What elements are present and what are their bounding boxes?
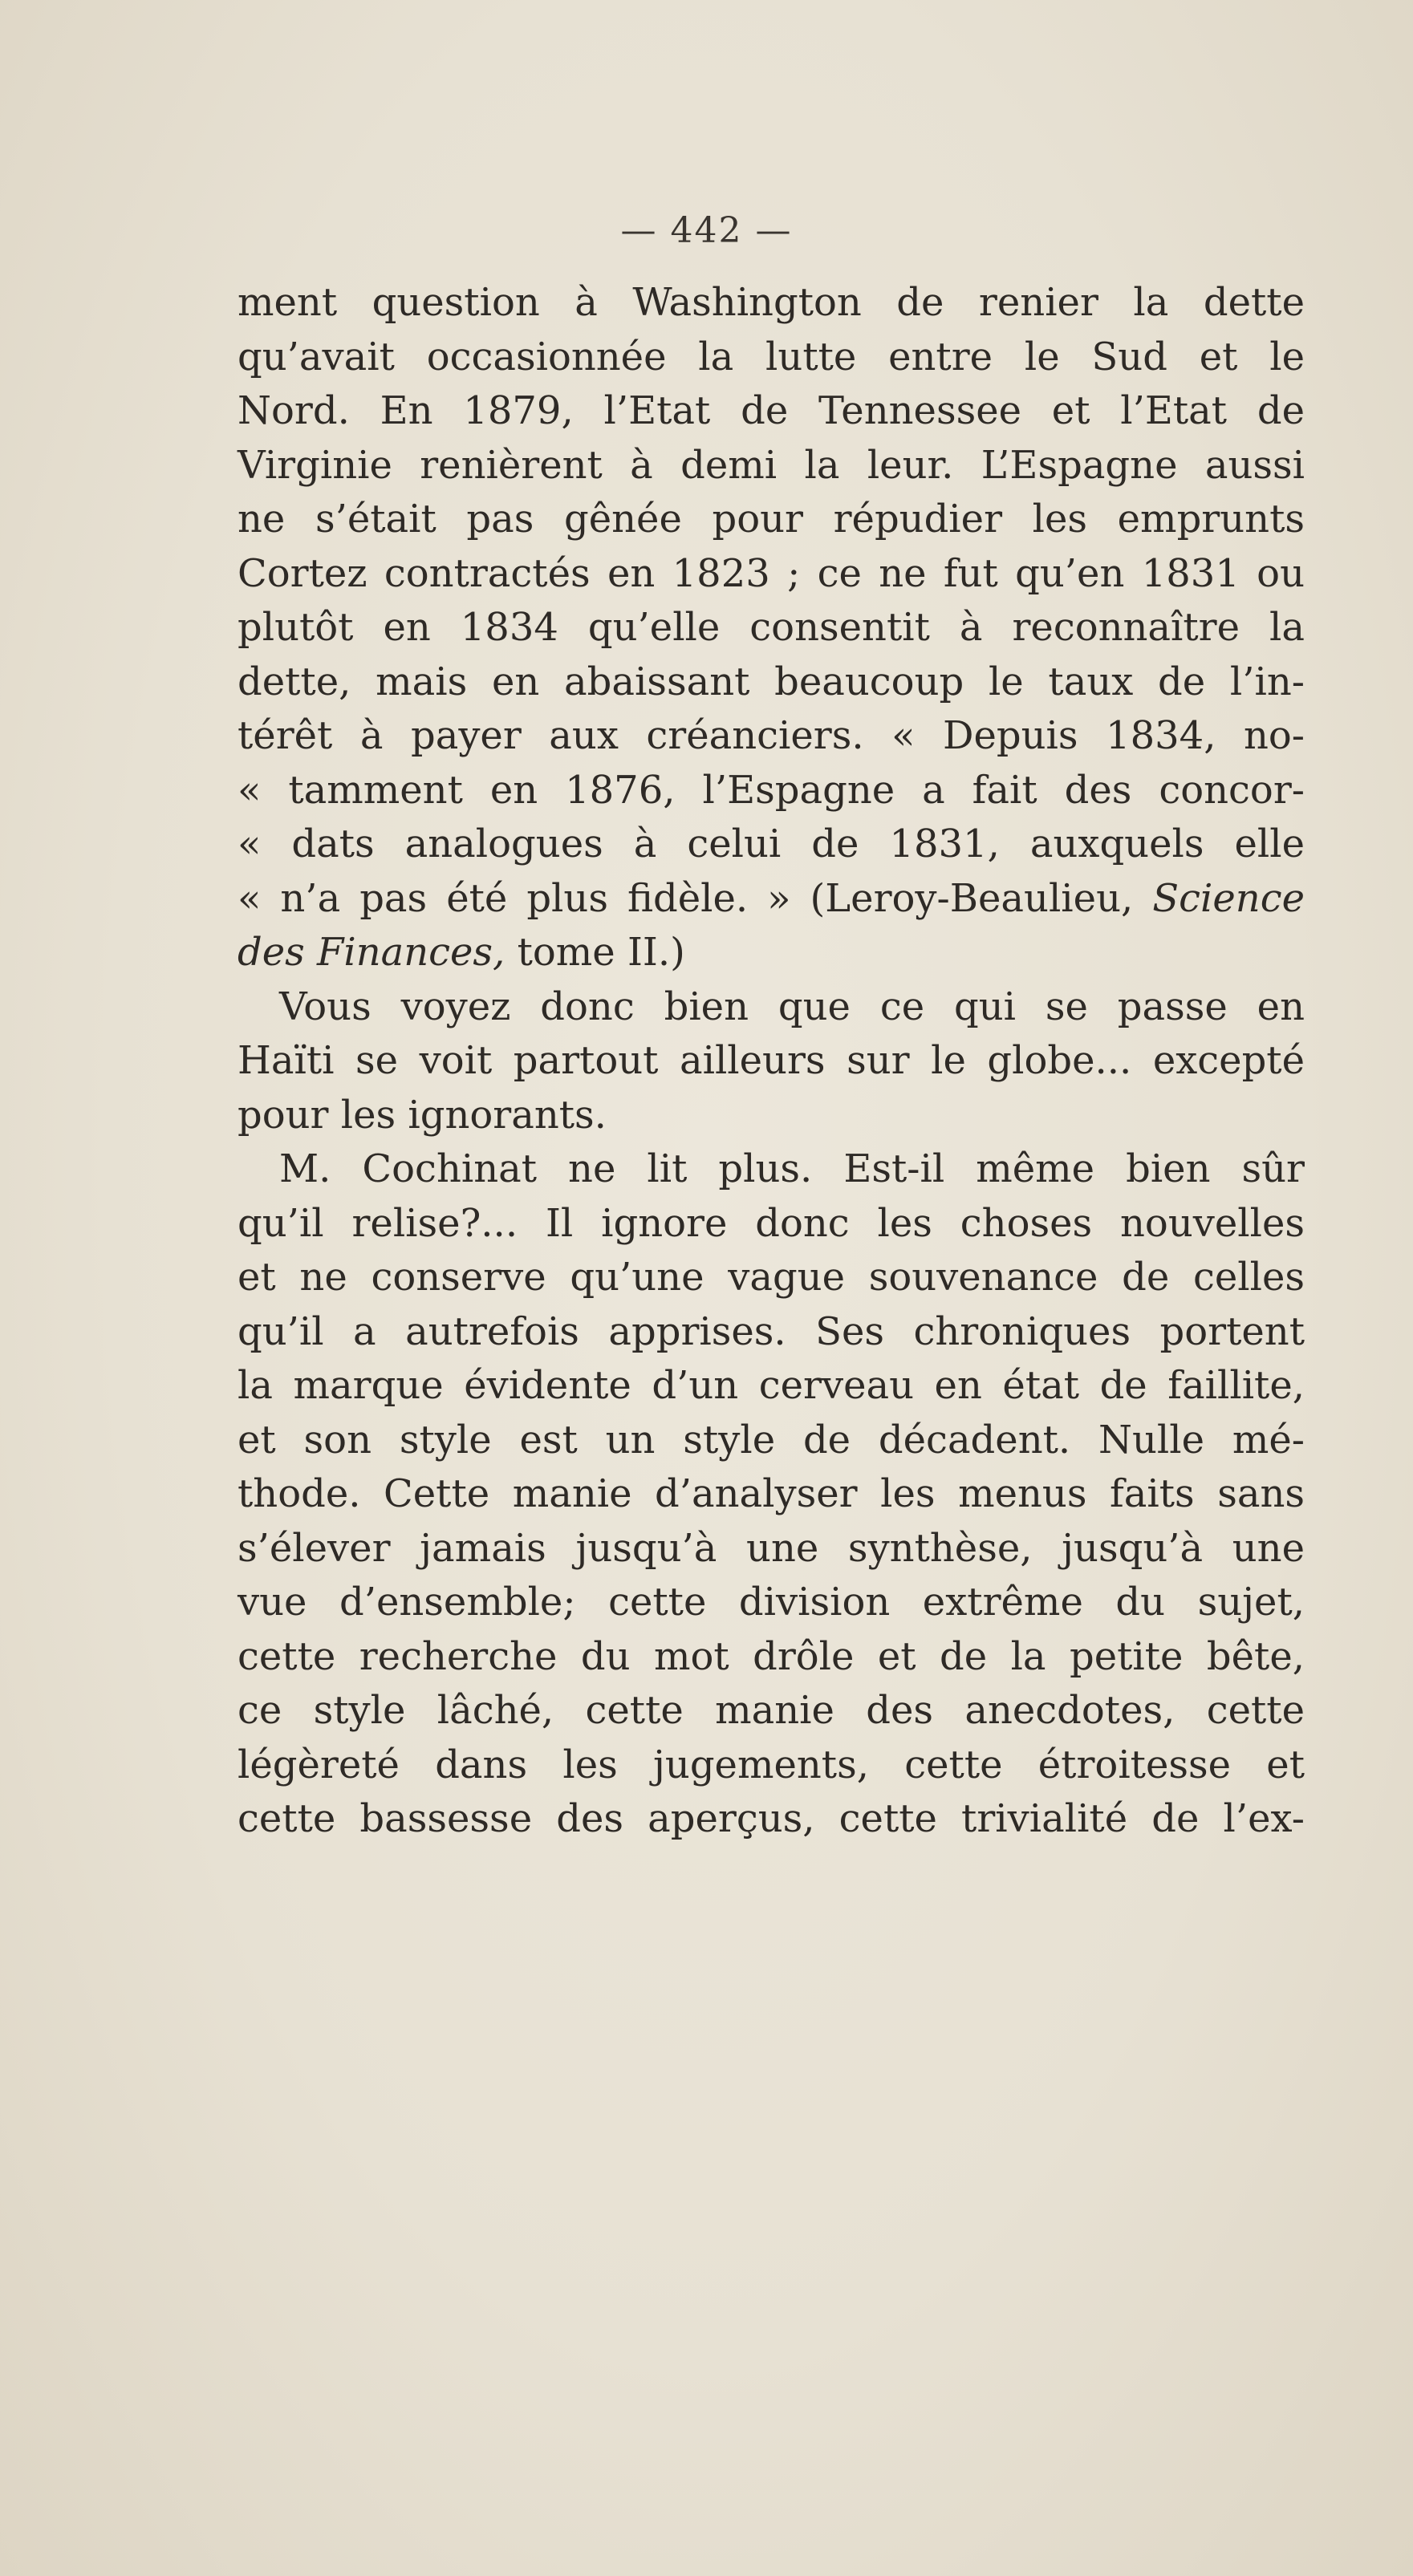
- text-line: et son style est un style de décadent. Nulle mé-: [238, 1417, 1305, 1462]
- text-line: ment question à Washington de renier la dette: [238, 280, 1305, 325]
- text-line: Cortez contractés en 1823 ; ce ne fut qu’en 1831 ou: [238, 550, 1305, 596]
- text-line: cette recherche du mot drôle et de la petite bête,: [238, 1633, 1305, 1679]
- text-line: Nord. En 1879, l’Etat de Tennessee et l’Etat de: [238, 388, 1305, 433]
- text-line: « dats analogues à celui de 1831, auxquels elle: [238, 821, 1305, 866]
- italic-word-des: des: [238, 930, 305, 975]
- text-line: Haïti se voit partout ailleurs sur le globe... excepté: [238, 1038, 1305, 1083]
- text-line: qu’avait occasionnée la lutte entre le Sud et le: [238, 334, 1305, 379]
- page-number: — 442 —: [620, 210, 793, 251]
- text-line-with-italic: [238, 872, 1305, 927]
- paragraph-start-line: Vous voyez donc bien que ce qui se passe en: [279, 984, 1305, 1029]
- text-line: dette, mais en abaissant beaucoup le taux de l’in-: [238, 659, 1305, 704]
- text-line: ce style lâché, cette manie des anecdotes, cette: [238, 1688, 1305, 1733]
- text-line: s’élever jamais jusqu’à une synthèse, jusqu’à une: [238, 1525, 1305, 1571]
- text-line: ne s’était pas gênée pour répudier les emprunts: [238, 497, 1305, 542]
- text-line: Virginie renièrent à demi la leur. L’Espagne aussi: [238, 442, 1305, 488]
- text-line: térêt à payer aux créanciers. « Depuis 1834, no-: [238, 713, 1305, 758]
- body-text: [238, 276, 1305, 1847]
- text-line: qu’il relise?... Il ignore donc les choses nouvelles: [238, 1200, 1305, 1246]
- text-line: plutôt en 1834 qu’elle consentit à reconnaître la: [238, 605, 1305, 650]
- italic-title-finances: Finances,: [317, 930, 506, 975]
- text-line: qu’il a autrefois apprises. Ses chroniques portent: [238, 1308, 1305, 1354]
- text-segment: « n’a pas été plus fidèle. » (Leroy-Beaulieu,: [238, 875, 1134, 921]
- text-line: « tamment en 1876, l’Espagne a fait des concor-: [238, 767, 1305, 813]
- text-line: thode. Cette manie d’analyser les menus faits sans: [238, 1471, 1305, 1516]
- text-line-with-italic: [238, 926, 1305, 980]
- text-line: la marque évidente d’un cerveau en état de faillite,: [238, 1363, 1305, 1408]
- paragraph-start-line: M. Cochinat ne lit plus. Est-il même bien sûr: [279, 1146, 1305, 1191]
- text-line: et ne conserve qu’une vague souvenance de celles: [238, 1255, 1305, 1300]
- text-line: vue d’ensemble; cette division extrême du sujet,: [238, 1580, 1305, 1625]
- text-line: pour les ignorants.: [238, 1092, 607, 1138]
- text-line: cette bassesse des aperçus, cette trivialité de l’ex-: [238, 1796, 1305, 1841]
- italic-title-science: Science: [1152, 875, 1305, 921]
- text-segment: tome II.): [517, 930, 685, 975]
- text-line: légèreté dans les jugements, cette étroitesse et: [238, 1742, 1305, 1787]
